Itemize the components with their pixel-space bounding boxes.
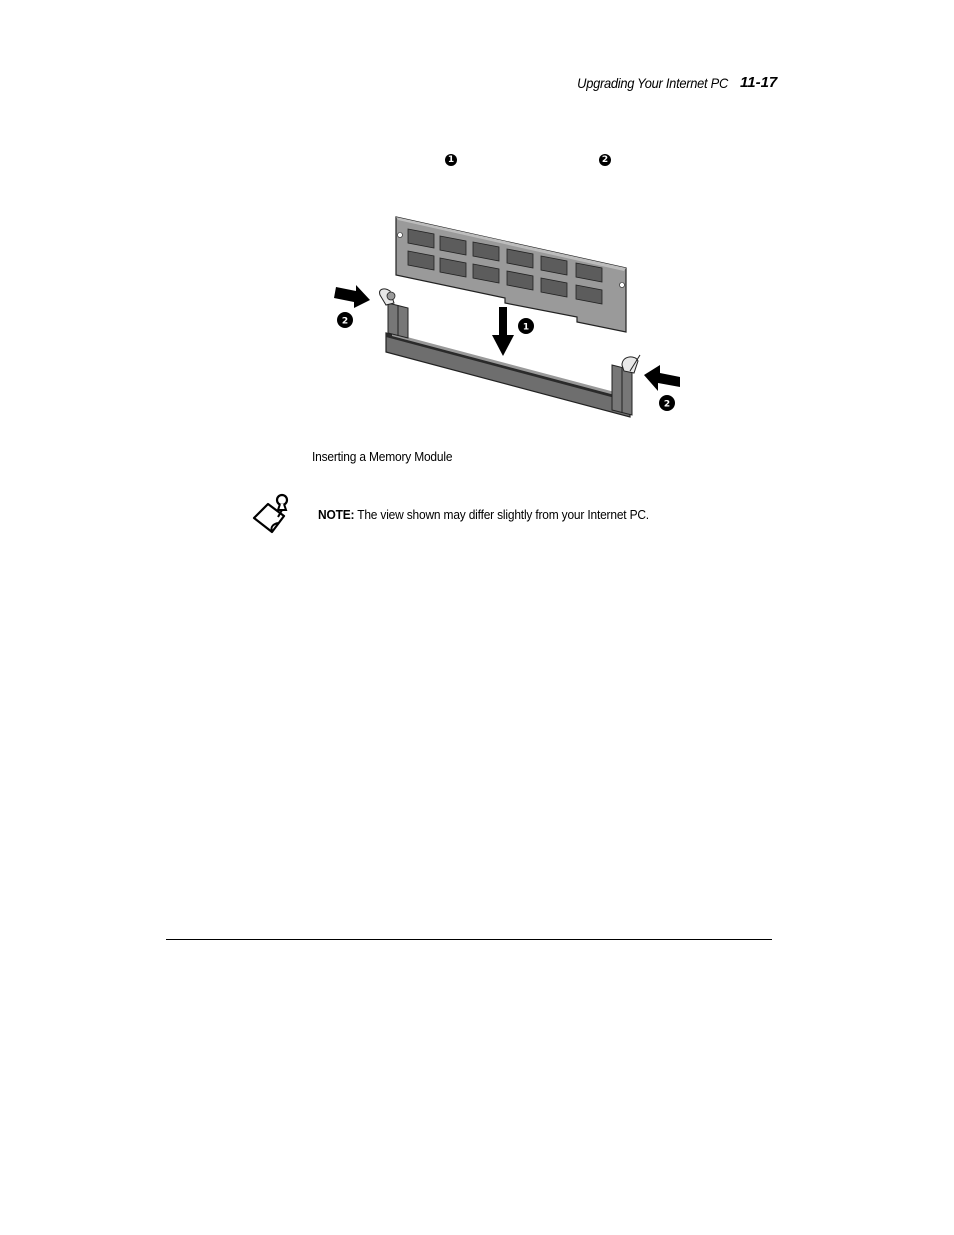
right-press-arrow <box>644 365 680 391</box>
note-pushpin-icon <box>250 490 296 536</box>
figure-callout-right <box>659 395 675 411</box>
figure-caption: Inserting a Memory Module <box>312 449 453 464</box>
note-label: NOTE: <box>318 507 355 522</box>
svg-text:2: 2 <box>341 316 349 327</box>
figure-callout-center <box>518 318 534 334</box>
note-text: The view shown may differ slightly from your Internet PC. <box>354 507 649 522</box>
left-press-arrow <box>334 285 370 308</box>
insert-down-arrow <box>492 307 514 356</box>
right-retaining-latch <box>622 355 640 373</box>
memory-module-illustration <box>330 205 700 430</box>
svg-text:2: 2 <box>663 399 671 410</box>
memory-module <box>396 217 626 332</box>
figure-callout-left <box>337 312 353 328</box>
step-marker-2: 2 <box>599 154 611 166</box>
svg-text:1: 1 <box>522 322 530 333</box>
left-retaining-latch <box>380 289 395 305</box>
running-header-title: Upgrading Your Internet PC <box>577 75 728 91</box>
page-number: 11-17 <box>740 74 778 91</box>
step-marker-1: 1 <box>445 154 457 166</box>
footer-rule <box>166 939 772 940</box>
note-paragraph <box>318 507 649 522</box>
